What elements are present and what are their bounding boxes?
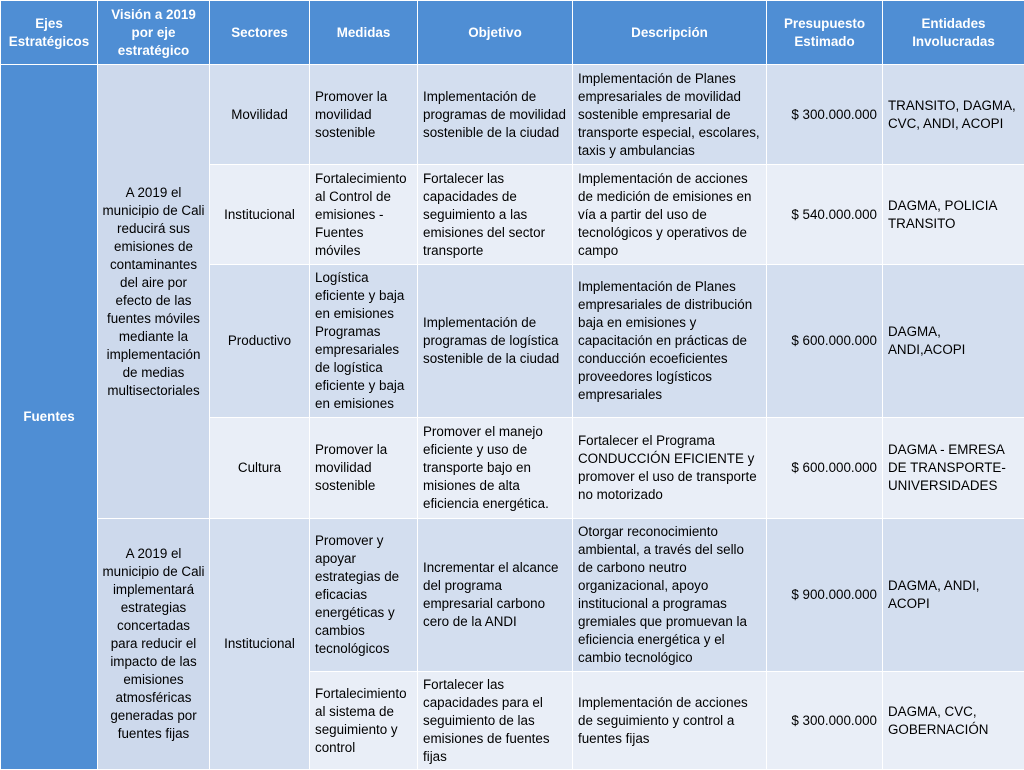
header-descripcion: Descripción bbox=[573, 1, 767, 65]
medida-cell: Fortalecimiento al Control de emisiones - Fuentes móviles bbox=[310, 165, 418, 265]
vision-cell: A 2019 el municipio de Cali reducirá sus emisiones de contaminantes del aire por efecto de las fuentes móviles mediante la implementación de medias multisectoriales bbox=[98, 65, 210, 519]
presupuesto-cell: $ 300.000.000 bbox=[767, 672, 883, 770]
table-row bbox=[1, 65, 1024, 165]
medida-cell: Promover la movilidad sostenible bbox=[310, 65, 418, 165]
header-ejes: Ejes Estratégicos bbox=[1, 1, 98, 65]
objetivo-cell: Implementación de programas de movilidad sostenible de la ciudad bbox=[418, 65, 573, 165]
header-presupuesto: Presupuesto Estimado bbox=[767, 1, 883, 65]
descripcion-cell: Fortalecer el Programa CONDUCCIÓN EFICIENTE y promover el uso de transporte no motorizado bbox=[573, 418, 767, 519]
presupuesto-cell: $ 300.000.000 bbox=[767, 65, 883, 165]
presupuesto-cell: $ 600.000.000 bbox=[767, 265, 883, 418]
sector-cell: Cultura bbox=[210, 418, 310, 519]
entidades-cell: TRANSITO, DAGMA, CVC, ANDI, ACOPI bbox=[883, 65, 1024, 165]
medida-cell: Logística eficiente y baja en emisiones Programas empresariales de logística eficiente y baja en emisiones bbox=[310, 265, 418, 418]
entidades-cell: DAGMA, POLICIA TRANSITO bbox=[883, 165, 1024, 265]
entidades-cell: DAGMA - EMRESA DE TRANSPORTE-UNIVERSIDADES bbox=[883, 418, 1024, 519]
sector-cell: Institucional bbox=[210, 165, 310, 265]
descripcion-cell: Otorgar reconocimiento ambiental, a través del sello de carbono neutro organizacional, apoyo institucional a programas gremiales que promuevan la eficiencia energética y el cambio tecnológico bbox=[573, 519, 767, 672]
objetivo-cell: Promover el manejo eficiente y uso de transporte bajo en misiones de alta eficiencia energética. bbox=[418, 418, 573, 519]
header-medidas: Medidas bbox=[310, 1, 418, 65]
objetivo-cell: Incrementar el alcance del programa empresarial carbono cero de la ANDI bbox=[418, 519, 573, 672]
header-objetivo: Objetivo bbox=[418, 1, 573, 65]
header-sectores: Sectores bbox=[210, 1, 310, 65]
sector-cell: Productivo bbox=[210, 265, 310, 418]
entidades-cell: DAGMA, CVC, GOBERNACIÓN bbox=[883, 672, 1024, 770]
presupuesto-cell: $ 900.000.000 bbox=[767, 519, 883, 672]
header-entidades: Entidades Involucradas bbox=[883, 1, 1024, 65]
presupuesto-cell: $ 540.000.000 bbox=[767, 165, 883, 265]
sector-cell: Institucional bbox=[210, 519, 310, 770]
header-row bbox=[1, 1, 1024, 65]
objetivo-cell: Implementación de programas de logística sostenible de la ciudad bbox=[418, 265, 573, 418]
entidades-cell: DAGMA, ANDI,ACOPI bbox=[883, 265, 1024, 418]
descripcion-cell: Implementación de Planes empresariales de movilidad sostenible empresarial de transporte especial, escolares, taxis y ambulancias bbox=[573, 65, 767, 165]
medida-cell: Fortalecimiento al sistema de seguimiento y control bbox=[310, 672, 418, 770]
descripcion-cell: Implementación de acciones de medición de emisiones en vía a partir del uso de tecnológicos y operativos de campo bbox=[573, 165, 767, 265]
presupuesto-cell: $ 600.000.000 bbox=[767, 418, 883, 519]
header-vision: Visión a 2019 por eje estratégico bbox=[98, 1, 210, 65]
table-row bbox=[1, 519, 1024, 672]
entidades-cell: DAGMA, ANDI, ACOPI bbox=[883, 519, 1024, 672]
objetivo-cell: Fortalecer las capacidades de seguimiento a las emisiones del sector transporte bbox=[418, 165, 573, 265]
eje-cell: Fuentes bbox=[1, 65, 98, 770]
medida-cell: Promover y apoyar estrategias de eficacias energéticas y cambios tecnológicos bbox=[310, 519, 418, 672]
medida-cell: Promover la movilidad sostenible bbox=[310, 418, 418, 519]
vision-cell: A 2019 el municipio de Cali implementará estrategias concertadas para reducir el impacto de las emisiones atmosféricas generadas por fuentes fijas bbox=[98, 519, 210, 770]
descripcion-cell: Implementación de acciones de seguimiento y control a fuentes fijas bbox=[573, 672, 767, 770]
sector-cell: Movilidad bbox=[210, 65, 310, 165]
descripcion-cell: Implementación de Planes empresariales de distribución baja en emisiones y capacitación en prácticas de conducción ecoeficientes proveedores logísticos empresariales bbox=[573, 265, 767, 418]
objetivo-cell: Fortalecer las capacidades para el seguimiento de las emisiones de fuentes fijas bbox=[418, 672, 573, 770]
